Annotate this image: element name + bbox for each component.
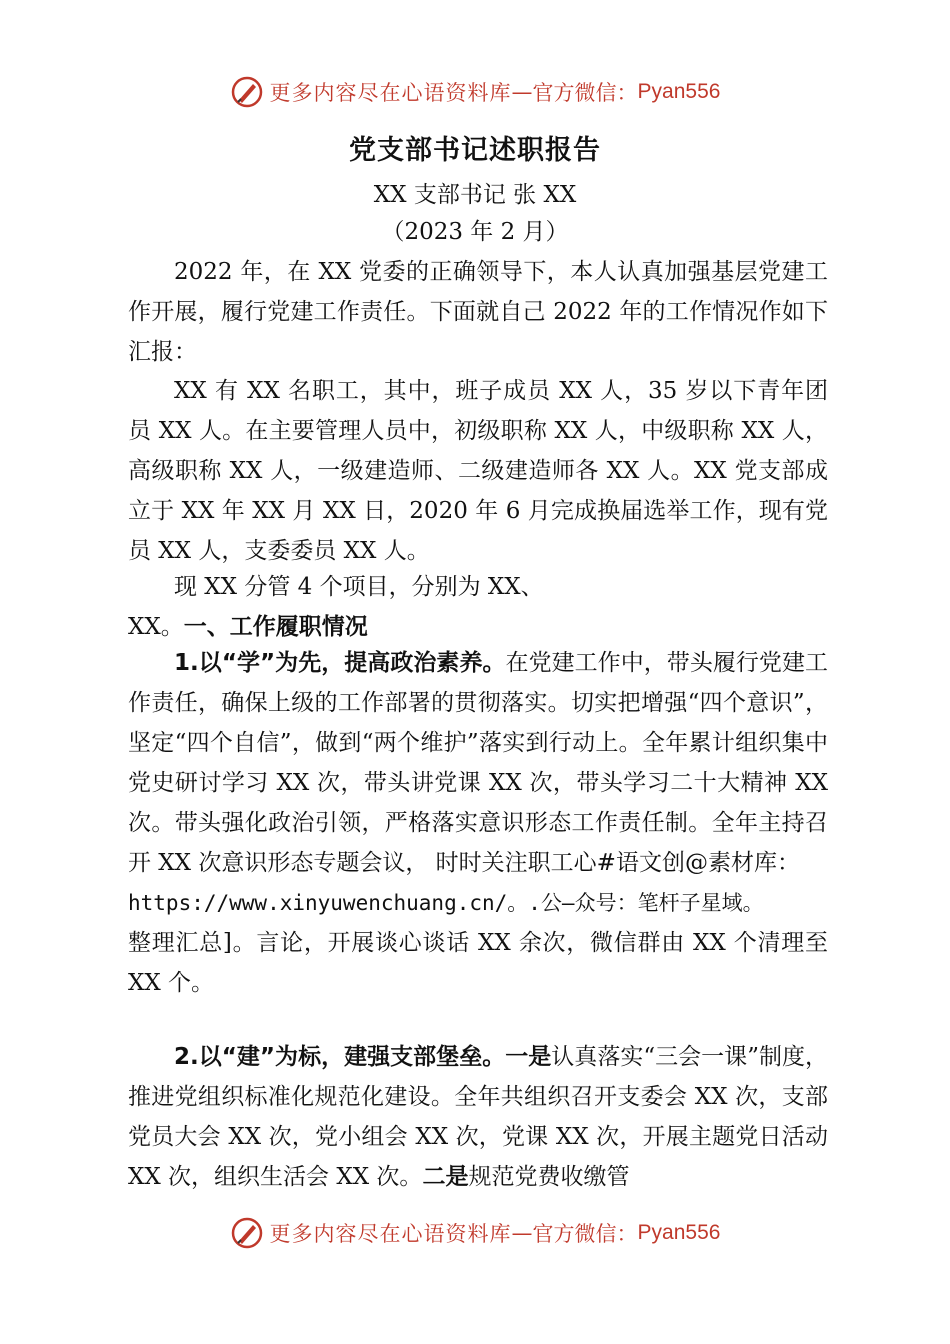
build-paragraph — [128, 1037, 828, 1197]
study-paragraph — [128, 643, 828, 1003]
banner-text: 更多内容尽在心语资料库 — [269, 81, 512, 105]
banner-text: 更多内容尽在心语资料库 — [269, 1222, 512, 1246]
header-watermark-banner — [0, 72, 950, 112]
staff-paragraph: XX 有 XX 名职工，其中，班子成员 XX 人，35 岁以下青年团员 XX 人。在主要管理人员中，初级职称 XX 人，中级职称 XX 人， 高级职称 XX 人，一级建造师、二级建造师各 XX 人。XX 党支部成立于 XX 年 XX 月 XX 日，2020 年 6 月完成换届选举工作，现有党员 XX 人，支委委员 XX 人。 — [128, 378, 828, 564]
banner-wechat-label: 官方微信： — [532, 1222, 638, 1246]
study-url-line: https://www.xinyuwenchuang.cn/。.公—众号：笔杆子星域。 — [128, 891, 764, 915]
build-heading: 2.以“建”为标，建强支部堡垒。 — [174, 1044, 506, 1070]
study-text: 在党建工作中，带头履行党建工作责任，确保上级的工作部署的贯彻落实。切实把增强“四个意识”，坚定“四个自信”，做到“两个维护”落实到行动上。全年累计组织集中党史研讨学习 XX 次，带头讲党课 XX 次，带头学习二十大精神 XX 次。带头强化政治引领，严格落实意识形态工作责任制。全年主持召开 XX 次意识形态专题会议， 时时关注职工心#语文创@素材库： — [128, 650, 829, 876]
banner-separator: — — [511, 1221, 533, 1245]
study-tail: 整理汇总]。言论，开展谈心谈话 XX 余次，微信群由 XX 个清理至 XX 个。 — [128, 930, 828, 996]
pen-logo-icon — [230, 1216, 264, 1250]
document-author: XX 支部书记 张 XX — [373, 182, 577, 208]
footer-watermark-banner — [0, 1213, 950, 1253]
build-point-one-label: 一是 — [505, 1044, 552, 1070]
banner-wechat-label: 官方微信： — [532, 81, 638, 105]
build-point-two-label: 二是 — [422, 1164, 469, 1190]
document-title: 党支部书记述职报告 — [349, 135, 601, 166]
build-point-one-text: 认真落实“三会一课”制度，推进党组织标准化规范化建设。全年共组织召开支委会 XX 次，支部党员大会 XX 次，党小组会 XX 次，党课 XX 次，开展主题党日活动 XX 次，组织生活会 XX 次。 — [128, 1044, 828, 1190]
banner-wechat-id: Pyan556 — [637, 1221, 721, 1244]
projects-tail: XX。 — [128, 614, 184, 640]
intro-paragraph: 2022 年，在 XX 党委的正确领导下，本人认真加强基层党建工作开展，履行党建工作责任。下面就自己 2022 年的工作情况作如下汇报： — [128, 259, 828, 365]
section-heading: 一、工作履职情况 — [183, 614, 368, 640]
banner-separator: — — [511, 80, 533, 104]
study-heading: 1.以“学”为先，提高政治素养。 — [174, 650, 506, 676]
build-point-two-text: 规范党费收缴管 — [468, 1164, 630, 1190]
pen-logo-icon — [230, 75, 264, 109]
projects-line: 现 XX 分管 4 个项目，分别为 XX、 — [174, 574, 544, 600]
document-date: （2023 年 2 月） — [381, 219, 569, 245]
banner-wechat-id: Pyan556 — [637, 80, 721, 103]
projects-line-continued — [128, 607, 828, 647]
projects-paragraph — [128, 567, 828, 647]
